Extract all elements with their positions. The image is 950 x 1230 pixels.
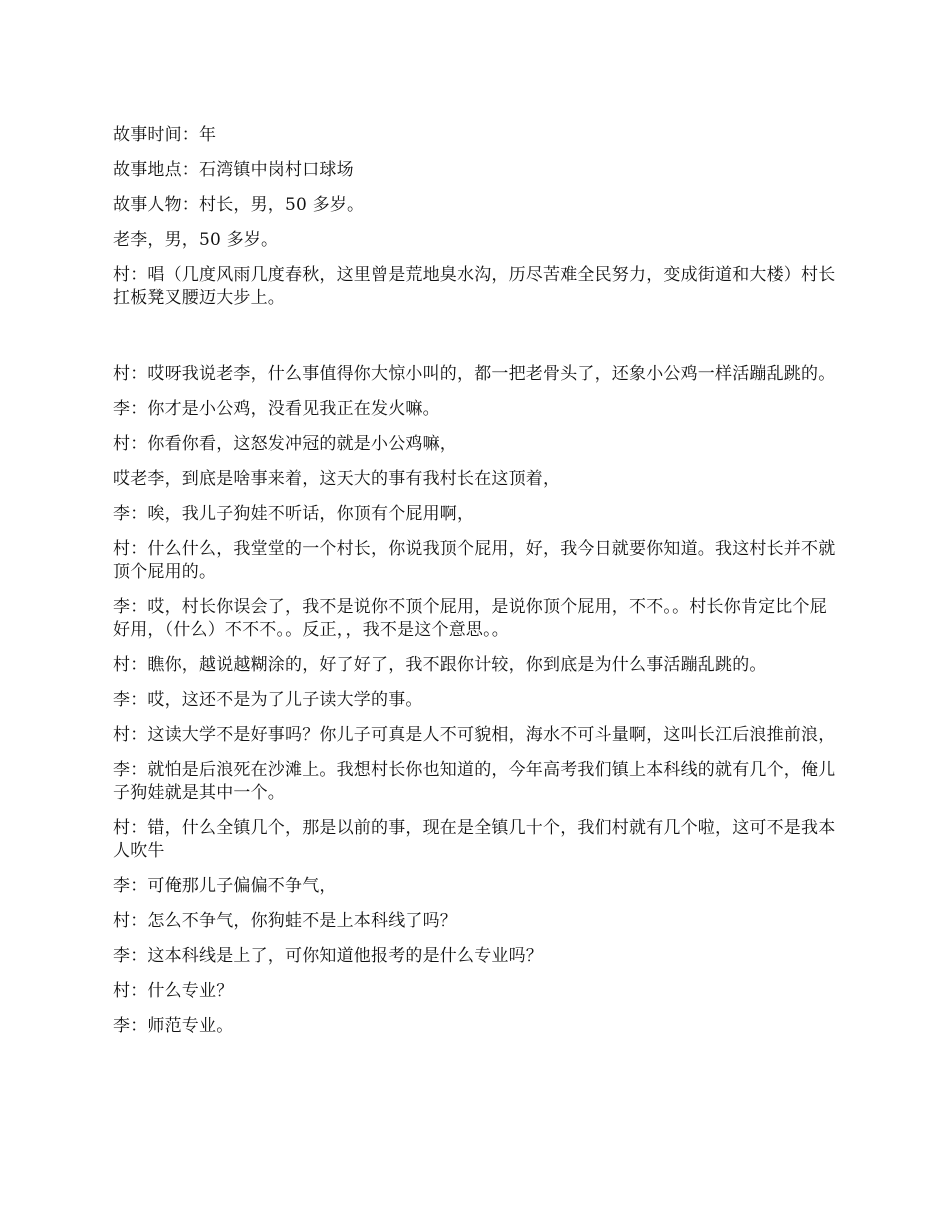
dialogue-line: 村：你看你看，这怒发冲冠的就是小公鸡嘛， bbox=[113, 434, 457, 454]
dialogue-line: 村：什么专业？ bbox=[113, 981, 234, 1001]
story-character-li: 老李，男，50 多岁。 bbox=[113, 230, 279, 250]
dialogue-line: 哎老李，到底是啥事来着，这天大的事有我村长在这顶着， bbox=[113, 469, 561, 489]
dialogue-line: 村：哎呀我说老李，什么事值得你大惊小叫的，都一把老骨头了，还象小公鸡一样活蹦乱跳的。 bbox=[113, 364, 836, 384]
dialogue-line: 李：你才是小公鸡，没看见我正在发火嘛。 bbox=[113, 399, 440, 419]
dialogue-line: 村：什么什么，我堂堂的一个村长，你说我顶个屁用，好，我今日就要你知道。我这村长并不就顶个屁用的。 bbox=[113, 539, 836, 582]
story-location: 故事地点：石湾镇中岗村口球场 bbox=[113, 160, 354, 180]
dialogue-line: 李：唉，我儿子狗娃不听话，你顶有个屁用啊， bbox=[113, 504, 475, 524]
story-characters: 故事人物：村长，男，50 多岁。 bbox=[113, 195, 365, 215]
dialogue-line: 李：可俺那儿子偏偏不争气， bbox=[113, 876, 337, 896]
dialogue-line: 李：这本科线是上了，可你知道他报考的是什么专业吗？ bbox=[113, 946, 543, 966]
dialogue-line: 李：哎，村长你误会了，我不是说你不顶个屁用，是说你顶个屁用，不不。。村长你肯定比个屁好用，（什么）不不不。。反正，，我不是这个意思。。 bbox=[113, 597, 827, 640]
opening-stage-direction: 村：唱（几度风雨几度春秋，这里曾是荒地臭水沟，历尽苦难全民努力，变成街道和大楼）村长扛板凳叉腰迈大步上。 bbox=[113, 265, 836, 308]
dialogue-line: 李：就怕是后浪死在沙滩上。我想村长你也知道的，今年高考我们镇上本科线的就有几个，俺儿子狗娃就是其中一个。 bbox=[113, 760, 836, 803]
dialogue-line: 村：这读大学不是好事吗？你儿子可真是人不可貌相，海水不可斗量啊，这叫长江后浪推前浪， bbox=[113, 725, 836, 745]
dialogue-line: 村：瞧你，越说越糊涂的，好了好了，我不跟你计较，你到底是为什么事活蹦乱跳的。 bbox=[113, 655, 767, 675]
document-body bbox=[113, 124, 840, 1050]
dialogue-line: 村：怎么不争气，你狗蛙不是上本科线了吗？ bbox=[113, 911, 457, 931]
dialogue-line: 李：师范专业。 bbox=[113, 1016, 234, 1036]
story-time: 故事时间：年 bbox=[113, 125, 217, 145]
dialogue-line: 村：错，什么全镇几个，那是以前的事，现在是全镇几十个，我们村就有几个啦，这可不是我本人吹牛 bbox=[113, 818, 836, 861]
section-spacer bbox=[113, 322, 840, 363]
dialogue-line: 李：哎，这还不是为了儿子读大学的事。 bbox=[113, 690, 423, 710]
